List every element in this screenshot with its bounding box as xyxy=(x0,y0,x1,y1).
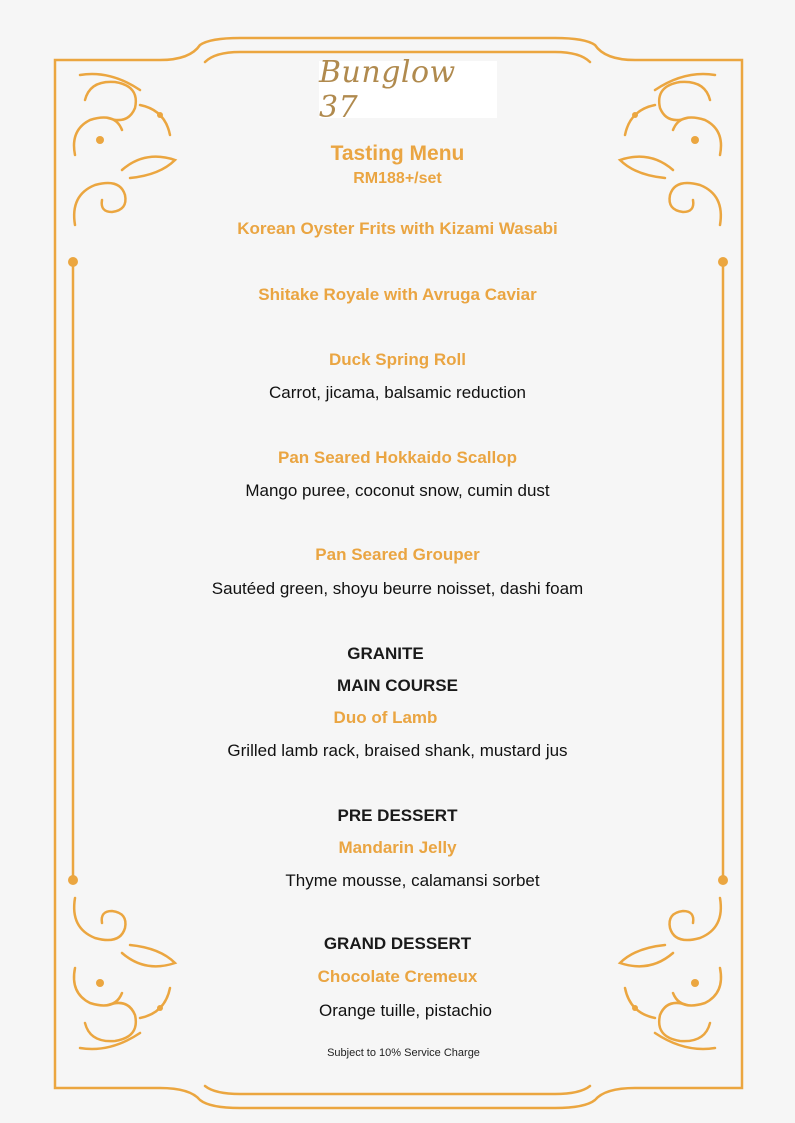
dish-description: Mango puree, coconut snow, cumin dust xyxy=(245,481,550,500)
logo-text: Bunglow 37 xyxy=(319,54,456,125)
menu-price: RM188+/set xyxy=(353,170,442,187)
section-heading: PRE DESSERT xyxy=(337,806,458,825)
section-heading: GRANITE xyxy=(347,644,424,663)
dish-name: Pan Seared Hokkaido Scallop xyxy=(277,448,518,467)
service-charge-note: Subject to 10% Service Charge xyxy=(327,1047,480,1059)
dish-name: Duo of Lamb xyxy=(333,708,438,727)
dish-name: Mandarin Jelly xyxy=(338,838,457,857)
menu-title: Tasting Menu xyxy=(330,142,465,165)
dish-description: Orange tuille, pistachio xyxy=(319,1001,492,1020)
section-heading: GRAND DESSERT xyxy=(323,934,472,953)
logo xyxy=(319,54,497,125)
dish-name: Pan Seared Grouper xyxy=(315,545,480,564)
dish-name: Korean Oyster Frits with Kizami Wasabi xyxy=(237,219,558,238)
dish-description: Grilled lamb rack, braised shank, mustard jus xyxy=(227,741,568,760)
dish-description: Thyme mousse, calamansi sorbet xyxy=(285,871,540,890)
dish-description: Sautéed green, shoyu beurre noisset, dashi foam xyxy=(211,579,584,598)
dish-name: Shitake Royale with Avruga Caviar xyxy=(258,285,537,304)
dish-name: Chocolate Cremeux xyxy=(317,967,478,986)
dish-description: Carrot, jicama, balsamic reduction xyxy=(269,383,526,402)
section-heading: MAIN COURSE xyxy=(337,676,458,695)
dish-name: Duck Spring Roll xyxy=(329,350,466,369)
